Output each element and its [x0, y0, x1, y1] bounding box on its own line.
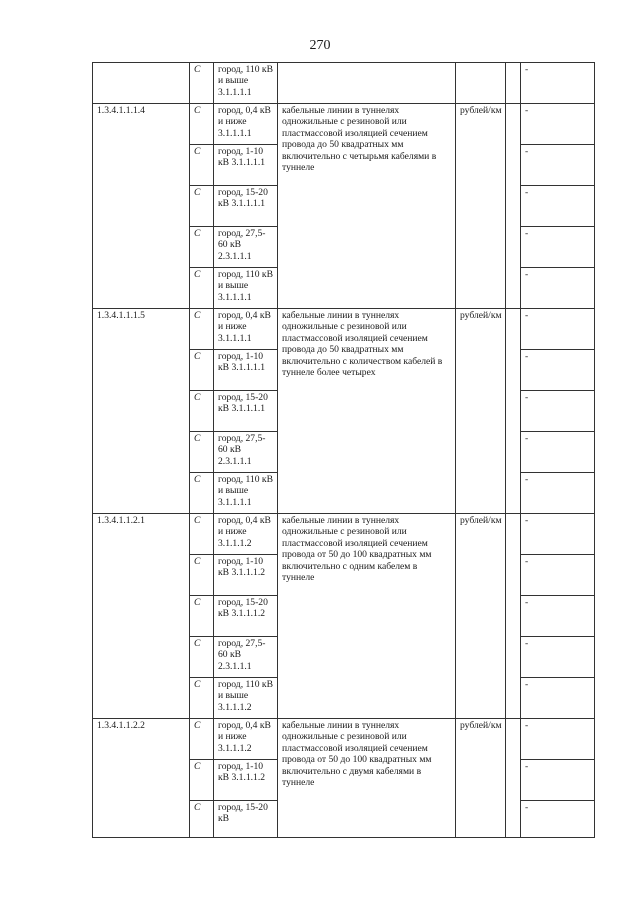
voltage-cell: город, 15-20 кВ 3.1.1.1.2: [214, 596, 278, 637]
category-cell: С: [190, 309, 214, 350]
category-cell: С: [190, 678, 214, 719]
category-cell: С: [190, 268, 214, 309]
value-cell: -: [521, 760, 595, 801]
empty-cell: [506, 63, 521, 104]
voltage-cell: город, 15-20 кВ: [214, 801, 278, 838]
voltage-cell: город, 1-10 кВ 3.1.1.1.1: [214, 350, 278, 391]
voltage-cell: город, 1-10 кВ 3.1.1.1.2: [214, 555, 278, 596]
category-cell: С: [190, 104, 214, 145]
table-body: [93, 63, 595, 838]
voltage-cell: город, 0,4 кВ и ниже 3.1.1.1.2: [214, 514, 278, 555]
category-cell: С: [190, 637, 214, 678]
tariff-table: [92, 62, 595, 838]
code-cell: 1.3.4.1.1.1.5: [93, 309, 190, 514]
value-cell: -: [521, 801, 595, 838]
voltage-cell: город, 0,4 кВ и ниже 3.1.1.1.1: [214, 104, 278, 145]
category-cell: С: [190, 186, 214, 227]
table-row: [93, 63, 595, 104]
voltage-cell: город, 0,4 кВ и ниже 3.1.1.1.1: [214, 309, 278, 350]
value-cell: -: [521, 432, 595, 473]
value-cell: -: [521, 268, 595, 309]
unit-cell: рублей/км: [456, 514, 506, 719]
value-cell: -: [521, 719, 595, 760]
unit-cell: [456, 63, 506, 104]
category-cell: С: [190, 514, 214, 555]
empty-cell: [506, 104, 521, 309]
value-cell: -: [521, 104, 595, 145]
value-cell: -: [521, 637, 595, 678]
value-cell: -: [521, 227, 595, 268]
voltage-cell: город, 0,4 кВ и ниже 3.1.1.1.2: [214, 719, 278, 760]
page-number: 270: [309, 38, 331, 53]
category-cell: С: [190, 760, 214, 801]
table-row: [93, 719, 595, 760]
empty-cell: [506, 514, 521, 719]
category-cell: С: [190, 719, 214, 760]
description-cell: кабельные линии в туннелях одножильные с резиновой или пластмассовой изоляцией сечением провода до 50 квадратных мм включительно с четырьмя кабелями в туннеле: [278, 104, 456, 309]
value-cell: -: [521, 514, 595, 555]
code-cell: 1.3.4.1.1.2.2: [93, 719, 190, 838]
unit-cell: рублей/км: [456, 104, 506, 309]
voltage-cell: город, 27,5-60 кВ 2.3.1.1.1: [214, 637, 278, 678]
value-cell: -: [521, 309, 595, 350]
voltage-cell: город, 27,5-60 кВ 2.3.1.1.1: [214, 227, 278, 268]
category-cell: С: [190, 432, 214, 473]
value-cell: -: [521, 350, 595, 391]
empty-cell: [506, 719, 521, 838]
category-cell: С: [190, 63, 214, 104]
value-cell: -: [521, 555, 595, 596]
voltage-cell: город, 110 кВ и выше 3.1.1.1.1: [214, 268, 278, 309]
code-cell: 1.3.4.1.1.2.1: [93, 514, 190, 719]
value-cell: -: [521, 63, 595, 104]
description-cell: кабельные линии в туннелях одножильные с резиновой или пластмассовой изоляцией сечением провода до 50 квадратных мм включительно с количеством кабелей в туннеле более четырех: [278, 309, 456, 514]
voltage-cell: город, 110 кВ и выше 3.1.1.1.1: [214, 473, 278, 514]
voltage-cell: город, 1-10 кВ 3.1.1.1.2: [214, 760, 278, 801]
category-cell: С: [190, 350, 214, 391]
category-cell: С: [190, 596, 214, 637]
value-cell: -: [521, 678, 595, 719]
value-cell: -: [521, 596, 595, 637]
value-cell: -: [521, 473, 595, 514]
empty-cell: [506, 309, 521, 514]
voltage-cell: город, 110 кВ и выше 3.1.1.1.2: [214, 678, 278, 719]
voltage-cell: город, 27,5-60 кВ 2.3.1.1.1: [214, 432, 278, 473]
code-cell: [93, 63, 190, 104]
value-cell: -: [521, 391, 595, 432]
voltage-cell: город, 1-10 кВ 3.1.1.1.1: [214, 145, 278, 186]
value-cell: -: [521, 186, 595, 227]
value-cell: -: [521, 145, 595, 186]
category-cell: С: [190, 145, 214, 186]
unit-cell: рублей/км: [456, 309, 506, 514]
category-cell: С: [190, 801, 214, 838]
unit-cell: рублей/км: [456, 719, 506, 838]
voltage-cell: город, 110 кВ и выше 3.1.1.1.1: [214, 63, 278, 104]
category-cell: С: [190, 555, 214, 596]
description-cell: кабельные линии в туннелях одножильные с резиновой или пластмассовой изоляцией сечением провода от 50 до 100 квадратных мм включительно с одним кабелем в туннеле: [278, 514, 456, 719]
description-cell: [278, 63, 456, 104]
table-row: [93, 514, 595, 555]
table-row: [93, 104, 595, 145]
voltage-cell: город, 15-20 кВ 3.1.1.1.1: [214, 186, 278, 227]
description-cell: кабельные линии в туннелях одножильные с резиновой или пластмассовой изоляцией сечением провода от 50 до 100 квадратных мм включительно с двумя кабелями в туннеле: [278, 719, 456, 838]
category-cell: С: [190, 473, 214, 514]
table-row: [93, 309, 595, 350]
category-cell: С: [190, 391, 214, 432]
voltage-cell: город, 15-20 кВ 3.1.1.1.1: [214, 391, 278, 432]
code-cell: 1.3.4.1.1.1.4: [93, 104, 190, 309]
category-cell: С: [190, 227, 214, 268]
